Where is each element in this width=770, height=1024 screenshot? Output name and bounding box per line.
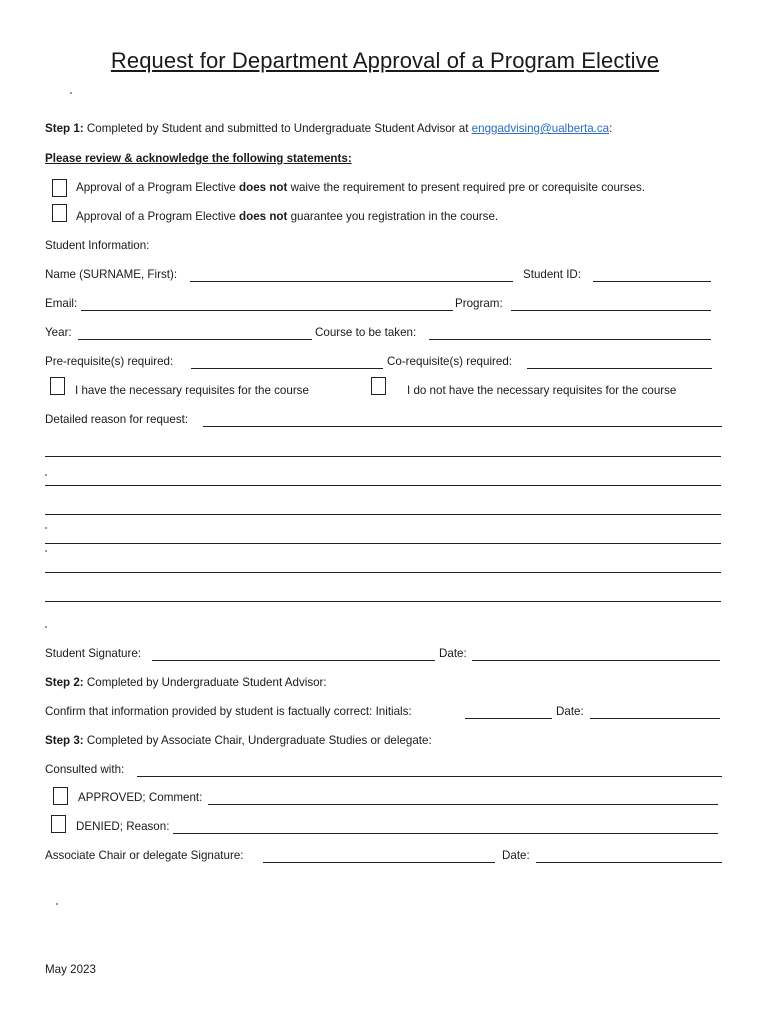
consulted-label: Consulted with: — [45, 763, 125, 776]
name-label: Name (SURNAME, First): — [45, 268, 178, 281]
student-id-field[interactable] — [593, 281, 711, 282]
approved-checkbox[interactable] — [53, 787, 68, 805]
advisor-date-label: Date: — [556, 705, 584, 718]
reason-line-3[interactable] — [45, 485, 721, 486]
step1-colon: : — [609, 122, 613, 135]
step3-label: Step 3: — [45, 734, 84, 747]
step3-text: Completed by Associate Chair, Undergraduate Studies or delegate: — [86, 734, 432, 747]
coreq-label: Co-requisite(s) required: — [387, 355, 513, 368]
statement-2-pre: Approval of a Program Elective — [76, 210, 240, 223]
student-date-label: Date: — [439, 647, 467, 660]
student-info-heading: Student Information: — [45, 239, 150, 252]
denied-checkbox[interactable] — [51, 815, 66, 833]
prereq-field[interactable] — [191, 368, 383, 369]
stray-mark — [45, 626, 47, 628]
step2-text: Completed by Undergraduate Student Advisor: — [86, 676, 327, 689]
reason-line-6[interactable] — [45, 572, 721, 573]
reason-line-2[interactable] — [45, 456, 721, 457]
step1-label: Step 1: — [45, 122, 84, 135]
year-label: Year: — [45, 326, 72, 339]
step2-line — [45, 676, 327, 690]
step1-line — [45, 122, 612, 136]
assoc-signature-field[interactable] — [263, 862, 495, 863]
statement-1-bold: does not — [239, 181, 288, 194]
step1-text: Completed by Student and submitted to Undergraduate Student Advisor at — [86, 122, 469, 135]
reason-line-1[interactable] — [203, 426, 722, 427]
course-field[interactable] — [429, 339, 711, 340]
coreq-field[interactable] — [527, 368, 712, 369]
statement-1 — [76, 181, 645, 195]
statement-1-post: waive the requirement to present required pre or corequisite courses. — [287, 181, 646, 194]
statement-2-bold: does not — [239, 210, 288, 223]
confirm-label: Confirm that information provided by student is factually correct: Initials: — [45, 705, 412, 718]
student-signature-field[interactable] — [152, 660, 435, 661]
course-label: Course to be taken: — [315, 326, 417, 339]
assoc-date-label: Date: — [502, 849, 530, 862]
reason-line-4[interactable] — [45, 514, 721, 515]
program-label: Program: — [455, 297, 503, 310]
denied-reason-field[interactable] — [173, 833, 718, 834]
initials-field[interactable] — [465, 718, 552, 719]
email-label: Email: — [45, 297, 78, 310]
reason-line-5[interactable] — [45, 543, 721, 544]
stray-mark — [70, 92, 72, 94]
approved-label: APPROVED; Comment: — [78, 791, 203, 804]
acknowledge-checkbox-2[interactable] — [52, 204, 67, 222]
program-field[interactable] — [511, 310, 711, 311]
stray-mark — [56, 903, 58, 905]
stray-mark — [45, 474, 47, 476]
have-requisites-label: I have the necessary requisites for the course — [75, 384, 309, 397]
student-signature-label: Student Signature: — [45, 647, 142, 660]
reason-label: Detailed reason for request: — [45, 413, 189, 426]
name-field[interactable] — [190, 281, 513, 282]
consulted-field[interactable] — [137, 776, 722, 777]
statement-1-pre: Approval of a Program Elective — [76, 181, 240, 194]
assoc-date-field[interactable] — [536, 862, 722, 863]
review-heading: Please review & acknowledge the following statements: — [45, 152, 352, 165]
email-field[interactable] — [81, 310, 453, 311]
stray-mark — [45, 550, 47, 552]
year-field[interactable] — [78, 339, 312, 340]
page-title: Request for Department Approval of a Program Elective — [110, 48, 660, 73]
approved-comment-field[interactable] — [208, 804, 718, 805]
reason-line-7[interactable] — [45, 601, 721, 602]
student-id-label: Student ID: — [523, 268, 582, 281]
assoc-signature-label: Associate Chair or delegate Signature: — [45, 849, 244, 862]
not-have-requisites-checkbox[interactable] — [371, 377, 386, 395]
stray-mark — [45, 527, 47, 529]
footer-date: May 2023 — [45, 963, 96, 976]
statement-2-post: guarantee you registration in the course. — [287, 210, 499, 223]
denied-label: DENIED; Reason: — [76, 820, 170, 833]
step2-label: Step 2: — [45, 676, 84, 689]
acknowledge-checkbox-1[interactable] — [52, 179, 67, 197]
advising-email-link[interactable]: enggadvising@ualberta.ca — [471, 122, 610, 135]
statement-2 — [76, 210, 498, 224]
advisor-date-field[interactable] — [590, 718, 720, 719]
prereq-label: Pre-requisite(s) required: — [45, 355, 174, 368]
not-have-requisites-label: I do not have the necessary requisites for the course — [407, 384, 677, 397]
have-requisites-checkbox[interactable] — [50, 377, 65, 395]
student-date-field[interactable] — [472, 660, 720, 661]
step3-line — [45, 734, 432, 748]
